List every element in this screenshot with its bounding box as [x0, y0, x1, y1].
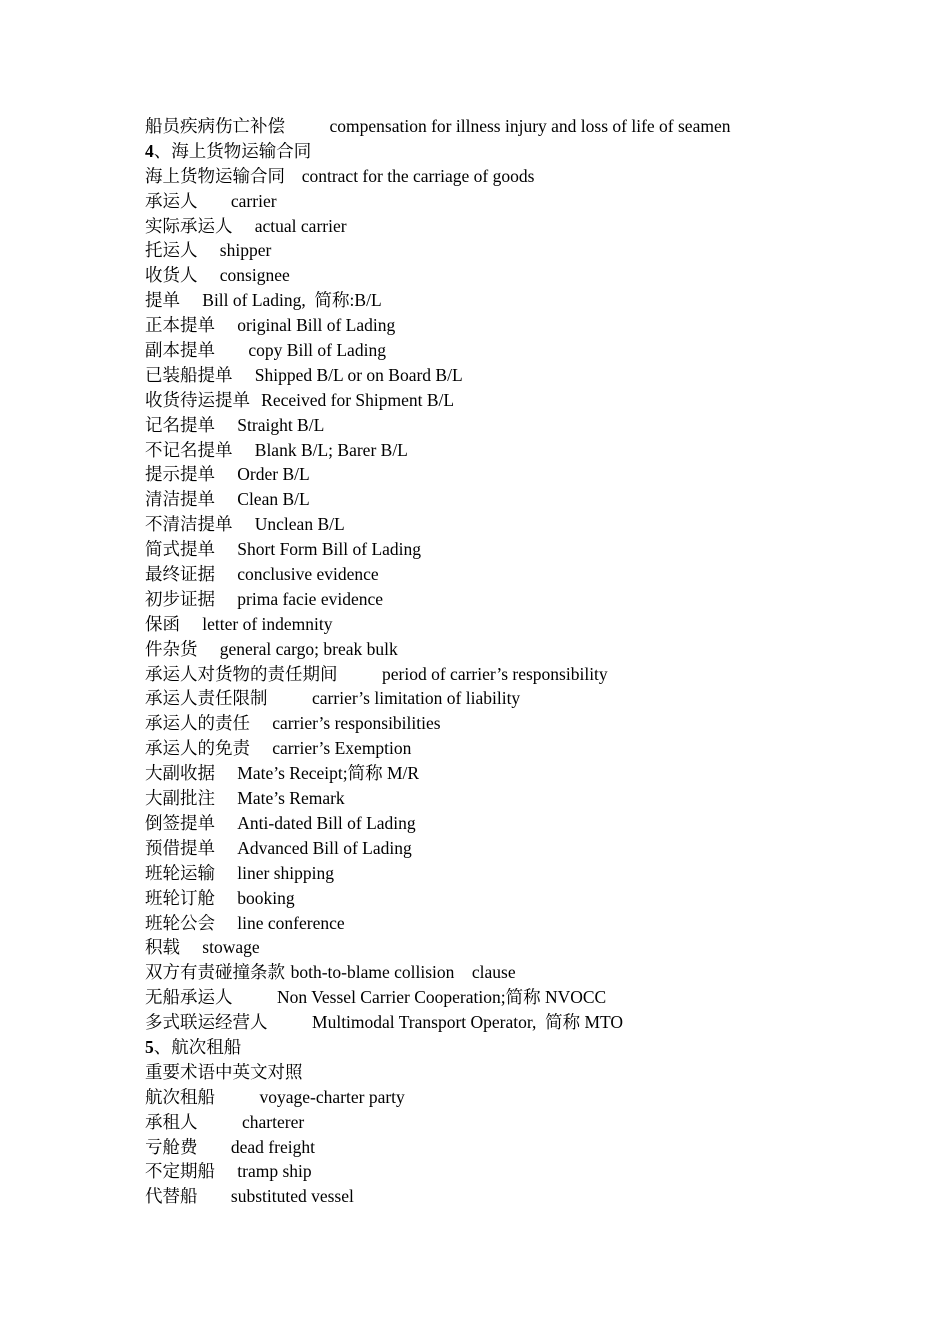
term-english: liner shipping — [237, 862, 334, 883]
term-spacer — [215, 590, 237, 610]
term-chinese: 不清洁提单 — [145, 515, 233, 536]
term-english: line conference — [237, 912, 345, 933]
term-english: general cargo; break bulk — [219, 638, 398, 659]
glossary-entry — [145, 1010, 915, 1035]
term-chinese: 班轮订舱 — [145, 888, 215, 909]
term-spacer — [215, 341, 248, 361]
term-english: Clean B/L — [237, 489, 310, 510]
term-english: substituted vessel — [230, 1186, 354, 1207]
term-spacer — [198, 1113, 243, 1133]
term-chinese: 最终证据 — [145, 565, 215, 586]
term-english: carrier’s responsibilities — [272, 713, 441, 734]
glossary-entry — [145, 562, 915, 587]
term-english: period of carrier’s responsibility — [382, 663, 608, 684]
section-number: 5 — [145, 1036, 154, 1057]
term-chinese: 收货人 — [145, 266, 198, 287]
glossary-entry — [145, 537, 915, 562]
term-chinese: 积载 — [145, 938, 180, 959]
term-spacer — [233, 366, 255, 386]
term-spacer — [215, 814, 237, 834]
glossary-entry — [145, 114, 915, 139]
term-english: Shipped B/L or on Board B/L — [254, 364, 463, 385]
section-title: 、海上货物运输合同 — [153, 141, 312, 162]
term-spacer — [215, 864, 237, 884]
term-chinese: 代替船 — [145, 1187, 198, 1208]
term-spacer — [215, 565, 237, 585]
term-chinese: 承运人责任限制 — [145, 689, 268, 710]
term-english: compensation for illness injury and loss of life of seamen — [329, 116, 731, 136]
term-chinese: 不定期船 — [145, 1162, 215, 1183]
term-chinese: 大副收据 — [145, 764, 215, 785]
term-english: contract for the carriage of goods — [301, 165, 535, 186]
term-chinese: 重要术语中英文对照 — [145, 1062, 303, 1083]
term-spacer — [215, 889, 237, 909]
glossary-entry — [145, 911, 915, 936]
glossary-entry — [145, 438, 915, 463]
term-chinese: 托运人 — [145, 241, 198, 262]
section-heading — [145, 1035, 915, 1060]
glossary-entry — [145, 338, 915, 363]
term-spacer — [250, 391, 261, 411]
term-english: stowage — [202, 937, 260, 958]
glossary-entry — [145, 238, 915, 263]
term-chinese: 班轮公会 — [145, 913, 215, 934]
term-spacer — [250, 739, 272, 759]
glossary-entry — [145, 811, 915, 836]
term-chinese: 不记名提单 — [145, 440, 233, 461]
term-english: carrier’s Exemption — [272, 738, 412, 759]
term-chinese: 双方有责碰撞条款 — [145, 963, 285, 984]
glossary-entry — [145, 985, 915, 1010]
term-english: Straight B/L — [237, 414, 325, 435]
term-spacer — [233, 515, 255, 535]
glossary-entry — [145, 1159, 915, 1184]
term-chinese: 承运人对货物的责任期间 — [145, 664, 338, 685]
term-spacer — [180, 938, 202, 958]
glossary-entry — [145, 886, 915, 911]
term-chinese: 副本提单 — [145, 341, 215, 362]
term-chinese: 简式提单 — [145, 540, 215, 561]
term-english: Mate’s Remark — [237, 788, 345, 809]
term-chinese: 承运人的责任 — [145, 714, 250, 735]
term-spacer — [198, 1187, 231, 1207]
term-spacer — [233, 217, 255, 237]
glossary-entry — [145, 462, 915, 487]
term-chinese: 亏舱费 — [145, 1137, 198, 1158]
term-english: carrier’s limitation of liability — [312, 688, 521, 709]
term-spacer — [198, 192, 231, 212]
glossary-entry — [145, 686, 915, 711]
term-english: carrier — [230, 190, 277, 211]
term-english: Non Vessel Carrier Cooperation;简称 NVOCC — [277, 987, 607, 1008]
term-chinese: 正本提单 — [145, 316, 215, 337]
term-english: Unclean B/L — [254, 514, 345, 535]
term-spacer — [215, 764, 237, 784]
glossary-entry — [145, 861, 915, 886]
term-chinese: 初步证据 — [145, 589, 215, 610]
glossary-entry — [145, 288, 915, 313]
term-english: booking — [237, 887, 295, 908]
term-spacer — [180, 291, 202, 311]
term-spacer — [198, 640, 220, 660]
glossary-entry — [145, 363, 915, 388]
term-spacer — [215, 1088, 260, 1108]
glossary-entry — [145, 214, 915, 239]
term-spacer — [215, 789, 237, 809]
term-english: consignee — [219, 265, 290, 286]
glossary-entry — [145, 313, 915, 338]
term-english: Order B/L — [237, 464, 310, 485]
term-spacer — [198, 266, 220, 286]
term-spacer — [268, 1013, 313, 1033]
term-spacer — [215, 914, 237, 934]
section-title: 、航次租船 — [153, 1037, 242, 1058]
term-chinese: 无船承运人 — [145, 988, 233, 1009]
section-heading — [145, 139, 915, 164]
term-chinese: 提示提单 — [145, 465, 215, 486]
term-english: Multimodal Transport Operator, 简称 MTO — [312, 1012, 624, 1033]
term-english: Mate’s Receipt;简称 M/R — [237, 763, 420, 784]
term-chinese: 承运人的免责 — [145, 739, 250, 760]
term-spacer — [215, 490, 237, 510]
glossary-body — [145, 114, 915, 1209]
glossary-entry — [145, 761, 915, 786]
term-english: both-to-blame collision clause — [290, 962, 516, 983]
term-spacer — [215, 465, 237, 485]
term-english: Bill of Lading, 简称:B/L — [202, 290, 382, 311]
term-chinese: 实际承运人 — [145, 216, 233, 237]
glossary-entry — [145, 612, 915, 637]
term-english: copy Bill of Lading — [248, 340, 386, 361]
term-english: tramp ship — [237, 1161, 312, 1182]
glossary-entry — [145, 1110, 915, 1135]
term-chinese: 大副批注 — [145, 789, 215, 810]
term-spacer — [285, 167, 302, 187]
term-spacer — [198, 241, 220, 261]
term-spacer — [198, 1138, 231, 1158]
glossary-entry — [145, 711, 915, 736]
glossary-entry — [145, 960, 915, 985]
glossary-entry — [145, 263, 915, 288]
glossary-entry — [145, 189, 915, 214]
term-english: letter of indemnity — [202, 613, 333, 634]
term-english: dead freight — [230, 1136, 315, 1157]
term-spacer — [268, 689, 313, 709]
term-english: conclusive evidence — [237, 564, 379, 585]
section-number: 4 — [145, 140, 154, 161]
term-chinese: 保函 — [145, 614, 180, 635]
term-chinese: 班轮运输 — [145, 863, 215, 884]
term-chinese: 承租人 — [145, 1112, 198, 1133]
glossary-entry — [145, 487, 915, 512]
glossary-entry — [145, 587, 915, 612]
term-spacer — [233, 441, 255, 461]
term-spacer — [285, 117, 330, 137]
term-spacer — [180, 615, 202, 635]
term-chinese: 船员疾病伤亡补偿 — [145, 117, 285, 137]
glossary-entry — [145, 736, 915, 761]
glossary-entry — [145, 512, 915, 537]
term-spacer — [215, 1162, 237, 1182]
term-spacer — [215, 316, 237, 336]
term-english: original Bill of Lading — [237, 315, 396, 336]
glossary-entry — [145, 164, 915, 189]
term-english: Blank B/L; Barer B/L — [254, 439, 408, 460]
glossary-entry — [145, 935, 915, 960]
term-chinese: 已装船提单 — [145, 365, 233, 386]
term-spacer — [250, 714, 272, 734]
term-english: shipper — [219, 240, 272, 261]
term-chinese: 记名提单 — [145, 415, 215, 436]
term-chinese: 收货待运提单 — [145, 390, 250, 411]
glossary-entry — [145, 836, 915, 861]
term-english: Advanced Bill of Lading — [237, 837, 412, 858]
term-english: Anti-dated Bill of Lading — [237, 812, 416, 833]
glossary-entry — [145, 388, 915, 413]
glossary-entry — [145, 637, 915, 662]
term-english: voyage-charter party — [259, 1086, 405, 1107]
glossary-entry — [145, 1060, 915, 1085]
term-chinese: 件杂货 — [145, 639, 198, 660]
term-english: Short Form Bill of Lading — [237, 539, 422, 560]
term-spacer — [215, 416, 237, 436]
glossary-entry — [145, 413, 915, 438]
term-chinese: 多式联运经营人 — [145, 1013, 268, 1034]
term-english: prima facie evidence — [237, 588, 384, 609]
term-english: charterer — [242, 1111, 305, 1132]
term-chinese: 承运人 — [145, 191, 198, 212]
term-spacer — [215, 839, 237, 859]
term-spacer — [338, 665, 383, 685]
term-english: Received for Shipment B/L — [261, 389, 455, 410]
glossary-entry — [145, 786, 915, 811]
term-chinese: 清洁提单 — [145, 490, 215, 511]
term-chinese: 提单 — [145, 291, 180, 312]
term-spacer — [233, 988, 278, 1008]
term-chinese: 航次租船 — [145, 1087, 215, 1108]
glossary-entry — [145, 1184, 915, 1209]
glossary-entry — [145, 1085, 915, 1110]
term-chinese: 倒签提单 — [145, 813, 215, 834]
term-chinese: 海上货物运输合同 — [145, 166, 285, 187]
term-chinese: 预借提单 — [145, 838, 215, 859]
glossary-entry — [145, 662, 915, 687]
glossary-entry — [145, 1135, 915, 1160]
term-spacer — [215, 540, 237, 560]
term-english: actual carrier — [254, 215, 347, 236]
